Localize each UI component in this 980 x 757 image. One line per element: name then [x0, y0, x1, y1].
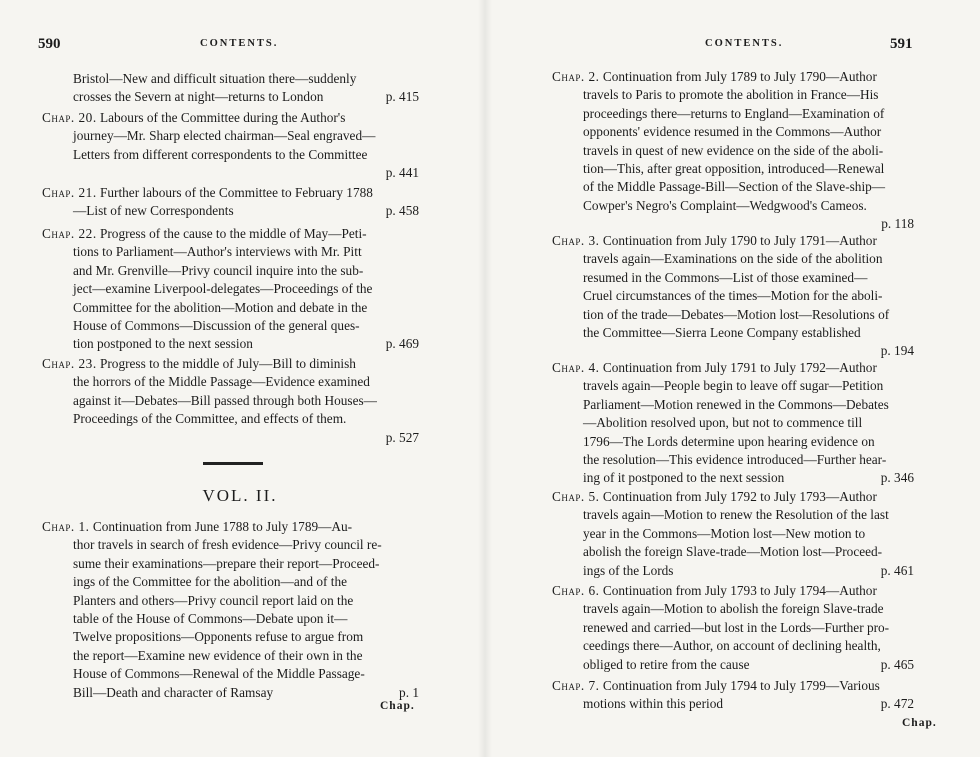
- right-page: [490, 0, 980, 757]
- toc-page-ref: p. 527: [385, 429, 419, 445]
- toc-page-ref: p. 415: [385, 89, 419, 105]
- chapter-label: Chap. 21.: [42, 185, 97, 200]
- toc-entry-chap-20: Chap. 20. Labours of the Committee during the Author's journey—Mr. Sharp elected chairman—Seal engraved— Letters from different correspondents to the Committee p. 441: [42, 109, 419, 183]
- toc-line: crosses the Severn at night—returns to London p. 415: [42, 88, 419, 106]
- toc-entry-chap-21: Chap. 21. Further labours of the Committee to February 1788 —List of new Correspondents p. 458: [42, 184, 419, 221]
- toc-page-ref: p. 1: [399, 684, 419, 700]
- toc-page-ref: p. 118: [881, 216, 914, 232]
- chapter-label: Chap. 1.: [42, 519, 90, 534]
- toc-entry-chap-5: Chap. 5. Continuation from July 1792 to July 1793—Author travels again—Motion to renew the Resolution of the last year in the Commons—Motion lost—New motion to abolish the foreign Slave-trade—Motion lost—Proceed- ings of the Lords p. 461: [552, 488, 914, 580]
- toc-page-ref: p. 469: [385, 336, 419, 352]
- toc-page-ref: p. 441: [385, 165, 419, 181]
- toc-entry-chap-4: Chap. 4. Continuation from July 1791 to July 1792—Author travels again—People begin to leave off sugar—Petition Parliament—Motion renewed in the Commons—Debates —Abolition resolved upon, but not to commence till 1796—The Lords determine upon hearing evidence on the resolution—This evidence introduced—Further hear- ing of it postponed to the next session p. 346: [552, 359, 914, 488]
- volume-heading: VOL. II.: [202, 486, 278, 505]
- toc-continuation: [42, 70, 419, 107]
- section-divider: [203, 462, 263, 465]
- toc-page-ref: p. 461: [880, 562, 914, 578]
- toc-entry-chap-7: Chap. 7. Continuation from July 1794 to July 1799—Various motions within this period p. 472: [552, 677, 914, 714]
- toc-page-ref: p. 465: [880, 656, 914, 672]
- toc-line: Bristol—New and difficult situation there—suddenly: [73, 71, 357, 86]
- toc-page-ref: p. 194: [880, 343, 914, 359]
- toc-entry-chap-22: Chap. 22. Progress of the cause to the middle of May—Peti- tions to Parliament—Author's interviews with Mr. Pitt and Mr. Grenville—Privy council inquire into the sub- ject—examine Liverpool-delegates—Proceedings of the Committee for the abolition—Motion and debate in the House of Commons—Discussion of the general ques- tion postponed to the next session p. 469: [42, 225, 419, 354]
- toc-entry-vol2-chap-1: Chap. 1. Continuation from June 1788 to July 1789—Au- thor travels in search of fresh evidence—Privy council re- sume their examinations—prepare their report—Proceed- ings of the Committee for the abolition—and of the Planters and others—Privy council report laid on the table of the House of Commons—Debate upon it— Twelve propositions—Opponents refuse to argue from the report—Examine new evidence of their own in the House of Commons—Renewal of the Middle Passage- Bill—Death and character of Ramsay p. 1: [42, 518, 419, 702]
- toc-page-ref: p. 472: [880, 696, 914, 712]
- chapter-label: Chap. 23.: [42, 356, 97, 371]
- toc-entry-chap-23: Chap. 23. Progress to the middle of July—Bill to diminish the horrors of the Middle Passage—Evidence examined against it—Debates—Bill passed through both Houses— Proceedings of the Committee, and effects of them. p. 527: [42, 355, 419, 447]
- catchword: Chap.: [380, 700, 415, 712]
- chapter-label: Chap. 6.: [552, 583, 600, 598]
- left-page: [0, 0, 480, 757]
- catchword: Chap.: [902, 717, 937, 729]
- chapter-label: Chap. 3.: [552, 233, 600, 248]
- toc-entry-chap-2: Chap. 2. Continuation from July 1789 to July 1790—Author travels to Paris to promote the abolition in France—His proceedings there—returns to England—Examination of opponents' evidence resumed in the Commons—Author travels in quest of new evidence on the side of the aboli- tion—This, after great opposition, introduced—Renewal of the Middle Passage-Bill—Section of the Slave-ship— Cowper's Negro's Complaint—Wedgwood's Cameos. p. 118: [552, 68, 914, 234]
- toc-entry-chap-3: Chap. 3. Continuation from July 1790 to July 1791—Author travels again—Examinations on the side of the abolition resumed in the Commons—List of those examined— Cruel circumstances of the times—Motion for the aboli- tion of the trade—Debates—Motion lost—Resolutions of the Committee—Sierra Leone Company established p. 194: [552, 232, 914, 361]
- chapter-label: Chap. 22.: [42, 226, 97, 241]
- page-number: 590: [38, 36, 61, 52]
- toc-page-ref: p. 346: [880, 470, 914, 486]
- running-head: CONTENTS.: [705, 38, 784, 49]
- chapter-label: Chap. 5.: [552, 489, 600, 504]
- running-head: CONTENTS.: [200, 38, 279, 49]
- chapter-label: Chap. 7.: [552, 678, 600, 693]
- toc-page-ref: p. 458: [385, 203, 419, 219]
- toc-entry-chap-6: Chap. 6. Continuation from July 1793 to July 1794—Author travels again—Motion to abolish the foreign Slave-trade renewed and carried—but lost in the Lords—Further pro- ceedings there—Author, on account of declining health, obliged to retire from the cause p. 465: [552, 582, 914, 674]
- page-number: 591: [890, 36, 913, 52]
- chapter-label: Chap. 4.: [552, 360, 600, 375]
- chapter-label: Chap. 2.: [552, 69, 600, 84]
- chapter-label: Chap. 20.: [42, 110, 97, 125]
